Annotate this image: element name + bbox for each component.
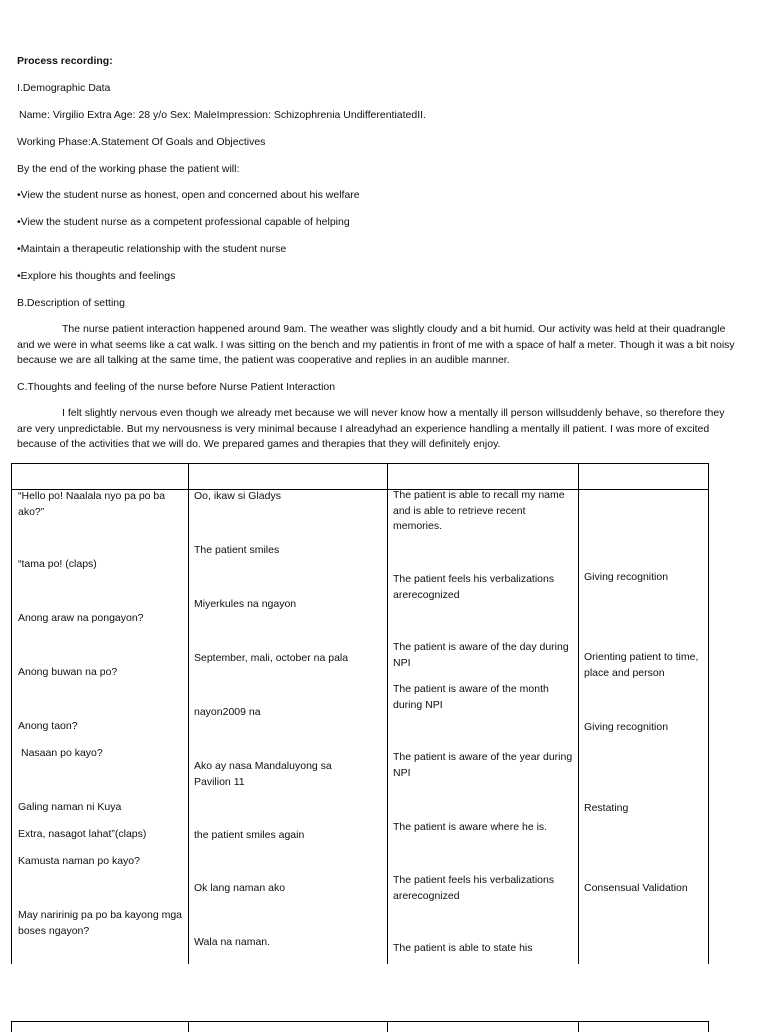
technique-text: Orienting patient to time, place and person [584,651,699,679]
patient-response: Oo, ikaw si Gladys [194,490,281,502]
nurse-statement: Extra, nasagot lahat”(claps) [18,828,147,840]
nurse-statement: Anong buwan na po? [18,666,118,678]
nurse-statement: Galing naman ni Kuya [18,801,122,813]
technique-text: Consensual Validation [584,882,688,894]
patient-response: nayon2009 na [194,706,261,718]
bullet-item: •View the student nurse as honest, open and concerned about his welfare [17,189,360,201]
nurse-statement: “Hello po! Naalala nyo pa po ba ako?” [18,490,166,518]
nurse-statement: Anong taon? [18,720,78,732]
column-divider [188,464,189,964]
patient-response: Wala na naman. [194,936,271,948]
patient-response: Miyerkules na ngayon [194,598,297,610]
thoughts-heading: C.Thoughts and feeling of the nurse before Nurse Patient Interaction [17,381,336,393]
technique-text: Giving recognition [584,571,669,583]
nurse-statement: “tama po! (claps) [18,558,97,570]
column-divider [387,464,388,964]
patient-response: The patient smiles [194,544,280,556]
name-line: Name: Virgilio Extra Age: 28 y/o Sex: MaleImpression: Schizophrenia UndifferentiatedII. [19,109,426,121]
patient-response: Ako ay nasa Mandaluyong sa Pavilion 11 [194,760,332,788]
technique-text: Restating [584,802,629,814]
setting-paragraph: The nurse patient interaction happened around 9am. The weather was slightly cloudy and a bit humid. Our activity was held at their quadrangle and we were in what seems like a cat walk. I was sitting on the bench and my patientis in front of me with a space of half a meter. Though it was a bit noisy because we are all talking at the same time, the patient was cooperative and replies in an audible manner. [17,323,735,366]
technique-text: Giving recognition [584,721,669,733]
patient-response: the patient smiles again [194,829,305,841]
patient-response: Ok lang naman ako [194,882,286,894]
nurse-statement: Kamusta naman po kayo? [18,855,140,867]
nurse-statement: Anong araw na pongayon? [18,612,144,624]
nurse-statement: Nasaan po kayo? [21,747,103,759]
analysis-text: The patient is able to recall my name and is able to retrieve recent memories. [393,489,565,532]
bullet-item: •Explore his thoughts and feelings [17,270,176,282]
thoughts-paragraph: I felt slightly nervous even though we already met because we will never know how a mentally ill person willsuddenly behave, so therefore they are very unpredictable. But my nervousness is very minimal because I alreadyhad an experience handling a mentally ill patient. I was more of excited because of the activities that we will do. We prepared games and therapies that they will definitely enjoy. [17,407,725,450]
next-page-table-fragment [11,1021,709,1032]
setting-heading: B.Description of setting [17,297,125,309]
working-phase-heading: Working Phase:A.Statement Of Goals and Objectives [17,136,266,148]
column-divider [578,464,579,964]
analysis-text: The patient is aware where he is. [393,821,548,833]
demographic-heading: I.Demographic Data [17,82,111,94]
analysis-text: The patient is aware of the year during NPI [393,751,573,779]
by-the-end-text: By the end of the working phase the patient will: [17,163,240,175]
analysis-text: The patient is able to state his [393,942,533,954]
analysis-text: The patient feels his verbalizations arerecognized [393,573,555,601]
patient-response: September, mali, october na pala [194,652,349,664]
document-title: Process recording: [17,55,113,67]
analysis-text: The patient feels his verbalizations arerecognized [393,874,555,902]
analysis-text: The patient is aware of the month during NPI [393,683,549,711]
process-recording-table [11,463,709,964]
bullet-item: •View the student nurse as a competent professional capable of helping [17,216,350,228]
analysis-text: The patient is aware of the day during NPI [393,641,569,669]
bullet-item: •Maintain a therapeutic relationship with the student nurse [17,243,287,255]
nurse-statement: May naririnig pa po ba kayong mga boses ngayon? [18,909,183,937]
